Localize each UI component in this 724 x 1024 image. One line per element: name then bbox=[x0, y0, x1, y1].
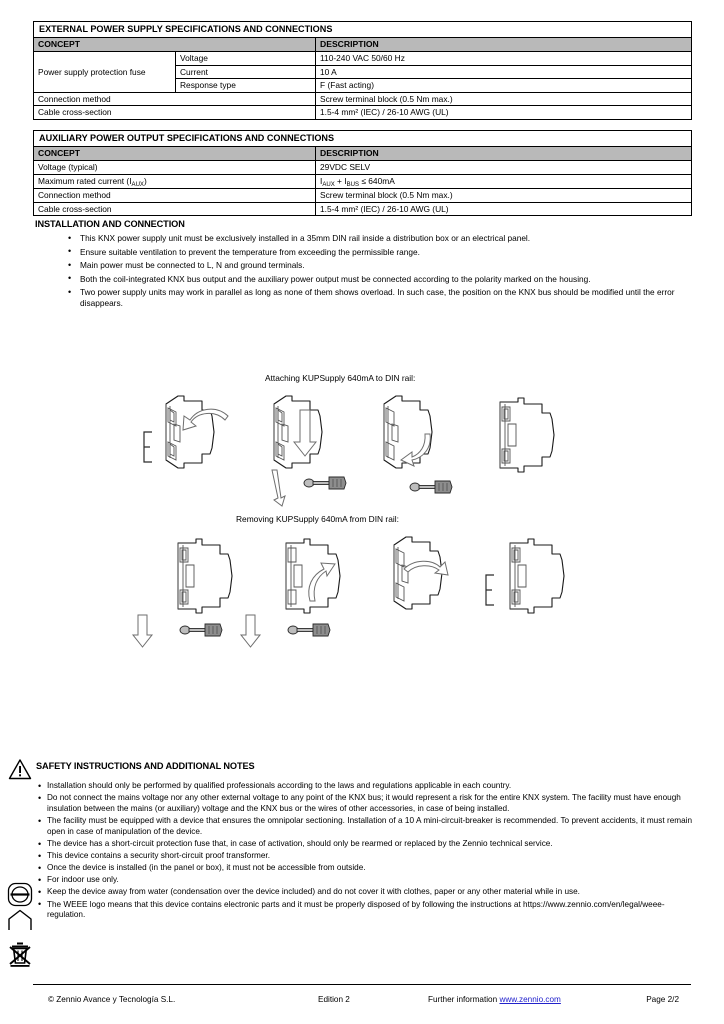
list-item: • The facility must be equipped with a device that ensures the omnipolar sectioning. Installation of a 10 A mini-circuit-breaker is recommended. To prevent accidents, it must remain open in case of manipulation of the device. bbox=[38, 816, 692, 838]
screwdriver-icon bbox=[180, 624, 222, 636]
remove-diagram-svg bbox=[120, 531, 620, 649]
weee-crossed-bin-icon bbox=[8, 941, 32, 968]
concept-connection-method: Connection method bbox=[34, 189, 316, 203]
arrow-down-icon bbox=[133, 615, 152, 647]
value-connection-method: Screw terminal block (0.5 Nm max.) bbox=[316, 189, 692, 203]
table-row bbox=[34, 202, 692, 216]
footer-further-info-label: Further information bbox=[428, 994, 498, 1004]
table-row bbox=[34, 52, 692, 66]
group-label-fuse: Power supply protection fuse bbox=[34, 52, 176, 93]
list-item: • Main power must be connected to L, N and ground terminals. bbox=[66, 260, 691, 271]
footer-copyright: © Zennio Avance y Tecnología S.L. bbox=[48, 994, 176, 1004]
screwdriver-icon bbox=[304, 477, 346, 489]
curved-arrow-up-icon bbox=[309, 563, 335, 601]
list-item: • Ensure suitable ventilation to prevent the temperature from exceeding the permissible range. bbox=[66, 247, 691, 258]
sub-label-current: Current bbox=[176, 65, 316, 79]
installation-bullet-list bbox=[66, 233, 691, 312]
external-power-supply-table bbox=[33, 21, 692, 120]
device-side-view-icon bbox=[274, 396, 322, 468]
sub-label-voltage: Voltage bbox=[176, 52, 316, 66]
header-concept: CONCEPT bbox=[34, 147, 316, 161]
value-connection-method: Screw terminal block (0.5 Nm max.) bbox=[316, 92, 692, 106]
concept-cable-cross-section: Cable cross-section bbox=[34, 106, 316, 120]
value-response-type: F (Fast acting) bbox=[316, 79, 692, 93]
list-item: • Keep the device away from water (condensation over the device included) and do not cover it with clothes, paper or any other material while in use. bbox=[38, 887, 692, 898]
device-side-view-icon bbox=[178, 539, 232, 613]
table-row bbox=[34, 106, 692, 120]
arrow-down-icon bbox=[294, 410, 316, 456]
table-title-row bbox=[34, 22, 692, 38]
value-max-rated-current: $I_{AUX} + I_{BUS} \le 640mA$ bbox=[316, 174, 692, 189]
device-side-view-icon bbox=[166, 396, 214, 468]
device-side-view-icon bbox=[500, 398, 554, 472]
warning-triangle-icon bbox=[8, 758, 32, 780]
list-item: • For indoor use only. bbox=[38, 875, 692, 886]
din-rail-clip-icon bbox=[144, 432, 152, 462]
footer-edition: Edition 2 bbox=[318, 994, 350, 1004]
list-item: • This device contains a security short-circuit proof transformer. bbox=[38, 851, 692, 862]
header-description: DESCRIPTION bbox=[316, 38, 692, 52]
screwdriver-icon bbox=[288, 624, 330, 636]
sub-label-response-type: Response type bbox=[176, 79, 316, 93]
table-row bbox=[34, 161, 692, 175]
table-title: EXTERNAL POWER SUPPLY SPECIFICATIONS AND CONNECTIONS bbox=[34, 22, 692, 38]
indoor-use-house-icon bbox=[7, 909, 33, 931]
table-header-row bbox=[34, 147, 692, 161]
attach-diagram-row bbox=[120, 390, 620, 505]
list-item: • This KNX power supply unit must be exclusively installed in a 35mm DIN rail inside a distribution box or an electrical panel. bbox=[66, 233, 691, 244]
table-title: AUXILIARY POWER OUTPUT SPECIFICATIONS AND CONNECTIONS bbox=[34, 131, 692, 147]
safety-transformer-icon bbox=[7, 882, 33, 907]
footer-further-information bbox=[428, 995, 561, 1004]
list-item: • The device has a short-circuit protection fuse that, in case of activation, should only be rearmed or replaced by the Zennio technical service. bbox=[38, 839, 692, 850]
curved-arrow-down-left-icon bbox=[401, 434, 430, 466]
remove-diagram-row bbox=[120, 531, 620, 649]
attach-diagram-svg bbox=[120, 390, 620, 505]
din-rail-clip-icon bbox=[486, 575, 494, 605]
concept-cable-cross-section: Cable cross-section bbox=[34, 202, 316, 216]
device-side-view-icon bbox=[286, 539, 340, 613]
arrow-down-icon bbox=[241, 615, 260, 647]
table-row bbox=[34, 92, 692, 106]
list-item: • Do not connect the mains voltage nor any other external voltage to any point of the KNX bus; it would represent a risk for the entire KNX system. The facility must have enough insulation between the mains (or auxiliary) voltage and the KNX bus or the wires of other accessories, in case of being installed. bbox=[38, 793, 692, 815]
footer-page-number: Page 2/2 bbox=[646, 994, 679, 1004]
device-side-view-icon bbox=[510, 539, 564, 613]
auxiliary-power-output-table bbox=[33, 130, 692, 216]
safety-bullet-list bbox=[38, 781, 692, 923]
remove-diagram-caption: Removing KUPSupply 640mA from DIN rail: bbox=[236, 514, 399, 524]
table-header-row bbox=[34, 38, 692, 52]
table-row bbox=[34, 189, 692, 203]
curved-arrow-left-icon bbox=[183, 409, 228, 430]
attach-diagram-caption: Attaching KUPSupply 640mA to DIN rail: bbox=[265, 373, 416, 383]
list-item: • Installation should only be performed by qualified professionals according to the laws and regulations applicable in each country. bbox=[38, 781, 692, 792]
list-item: • Once the device is installed (in the panel or box), it must not be accessible from outside. bbox=[38, 863, 692, 874]
value-voltage: 110-240 VAC 50/60 Hz bbox=[316, 52, 692, 66]
list-item: • The WEEE logo means that this device contains electronic parts and it must be properly disposed of by following the instructions at https://www.zennio.com/en/legal/weee-regulation. bbox=[38, 900, 692, 922]
list-item: • Both the coil-integrated KNX bus output and the auxiliary power output must be connected according to the polarity marked on the housing. bbox=[66, 274, 691, 285]
table-row bbox=[34, 174, 692, 189]
table-title-row bbox=[34, 131, 692, 147]
page-footer bbox=[33, 990, 691, 1008]
header-concept: CONCEPT bbox=[34, 38, 316, 52]
value-voltage-typical: 29VDC SELV bbox=[316, 161, 692, 175]
installation-heading: INSTALLATION AND CONNECTION bbox=[35, 219, 185, 229]
value-cable-cross-section: 1.5-4 mm² (IEC) / 26-10 AWG (UL) bbox=[316, 106, 692, 120]
safety-heading: SAFETY INSTRUCTIONS AND ADDITIONAL NOTES bbox=[36, 761, 255, 771]
concept-voltage-typical: Voltage (typical) bbox=[34, 161, 316, 175]
screwdriver-icon bbox=[410, 481, 452, 493]
concept-max-rated-current: Maximum rated current $(I_{AUX})$ bbox=[34, 174, 316, 189]
value-current: 10 A bbox=[316, 65, 692, 79]
footer-divider bbox=[33, 984, 691, 985]
concept-connection-method: Connection method bbox=[34, 92, 316, 106]
list-item: • Two power supply units may work in parallel as long as none of them shows overload. In such case, the position on the KNX bus should be modified until the error disappears. bbox=[66, 287, 691, 309]
header-description: DESCRIPTION bbox=[316, 147, 692, 161]
curved-arrow-right-icon bbox=[404, 561, 448, 575]
value-cable-cross-section: 1.5-4 mm² (IEC) / 26-10 AWG (UL) bbox=[316, 202, 692, 216]
clip-arrow-icon bbox=[272, 470, 285, 506]
zennio-website-link[interactable]: www.zennio.com bbox=[499, 994, 561, 1004]
